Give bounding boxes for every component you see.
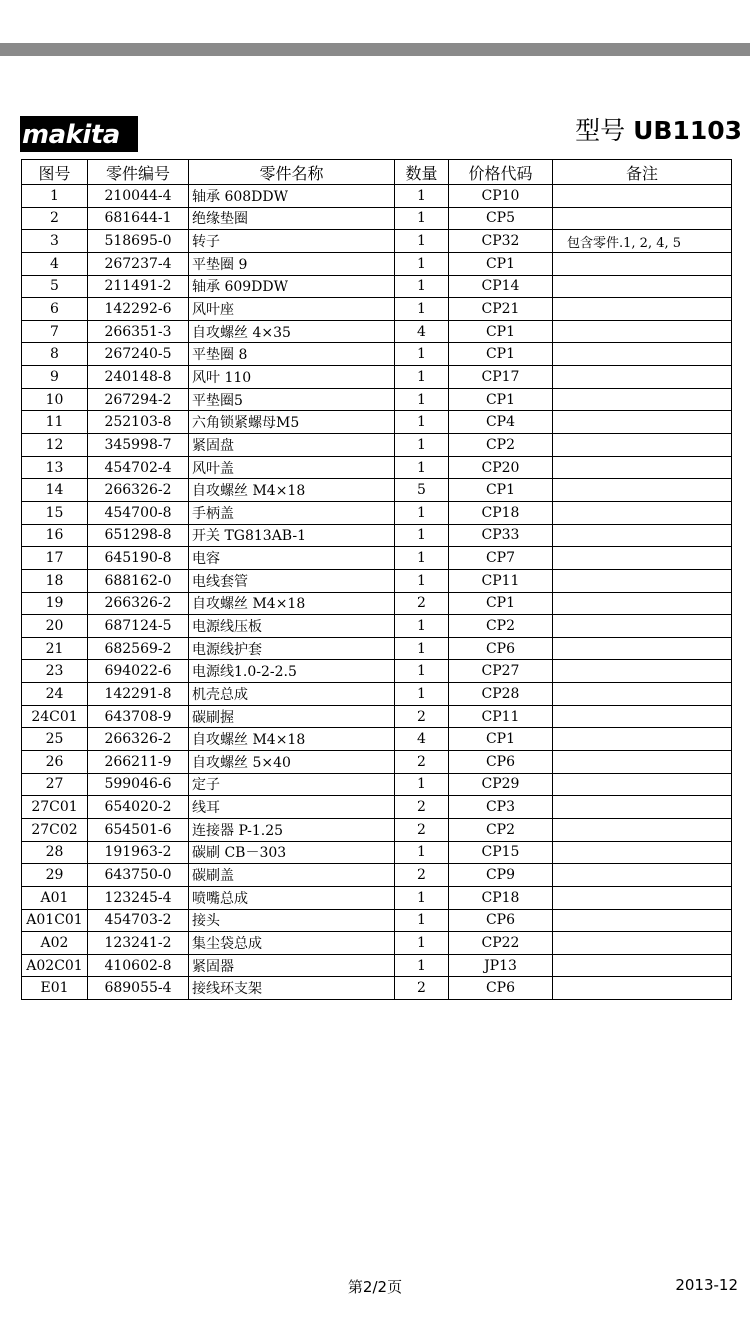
parts-table-body <box>22 185 732 1000</box>
remarks-cell <box>553 909 732 932</box>
remarks-cell <box>553 252 732 275</box>
table-row <box>22 818 732 841</box>
col-header-qty: 数量 <box>395 160 449 185</box>
table-row <box>22 637 732 660</box>
part-name-cell: 碳刷盖 <box>189 864 395 887</box>
part-no-cell: 267294-2 <box>88 388 189 411</box>
part-no-cell: 142292-6 <box>88 298 189 321</box>
fig-no-cell: 24C01 <box>22 705 88 728</box>
remarks-cell <box>553 343 732 366</box>
table-row <box>22 366 732 389</box>
qty-cell: 1 <box>395 411 449 434</box>
part-name-cell: 风叶座 <box>189 298 395 321</box>
part-name-cell: 平垫圈 8 <box>189 343 395 366</box>
model-number: UB1103 <box>633 116 742 145</box>
table-row <box>22 388 732 411</box>
remarks-cell <box>553 434 732 457</box>
price-code-cell: CP29 <box>449 773 553 796</box>
remarks-cell <box>553 411 732 434</box>
qty-cell: 1 <box>395 683 449 706</box>
part-name-cell: 风叶 110 <box>189 366 395 389</box>
qty-cell: 4 <box>395 320 449 343</box>
remarks-cell <box>553 388 732 411</box>
price-code-cell: CP1 <box>449 479 553 502</box>
part-no-cell: 654501-6 <box>88 818 189 841</box>
col-header-price-code: 价格代码 <box>449 160 553 185</box>
fig-no-cell: 24 <box>22 683 88 706</box>
part-name-cell: 自攻螺丝 M4×18 <box>189 479 395 502</box>
table-row <box>22 615 732 638</box>
part-no-cell: 252103-8 <box>88 411 189 434</box>
table-row <box>22 569 732 592</box>
fig-no-cell: 14 <box>22 479 88 502</box>
qty-cell: 1 <box>395 207 449 230</box>
part-no-cell: 681644-1 <box>88 207 189 230</box>
fig-no-cell: 29 <box>22 864 88 887</box>
col-header-part-no: 零件编号 <box>88 160 189 185</box>
remarks-cell <box>553 592 732 615</box>
fig-no-cell: 17 <box>22 547 88 570</box>
remarks-cell <box>553 796 732 819</box>
part-no-cell: 266211-9 <box>88 751 189 774</box>
registered-mark: ® <box>128 115 136 124</box>
part-name-cell: 喷嘴总成 <box>189 886 395 909</box>
table-row <box>22 185 732 208</box>
price-code-cell: CP2 <box>449 434 553 457</box>
price-code-cell: CP2 <box>449 615 553 638</box>
price-code-cell: CP33 <box>449 524 553 547</box>
table-row <box>22 886 732 909</box>
fig-no-cell: A01C01 <box>22 909 88 932</box>
qty-cell: 1 <box>395 366 449 389</box>
part-no-cell: 123241-2 <box>88 932 189 955</box>
part-no-cell: 645190-8 <box>88 547 189 570</box>
part-no-cell: 643750-0 <box>88 864 189 887</box>
remarks-cell <box>553 479 732 502</box>
qty-cell: 1 <box>395 773 449 796</box>
part-no-cell: 266351-3 <box>88 320 189 343</box>
qty-cell: 2 <box>395 751 449 774</box>
table-row <box>22 501 732 524</box>
part-no-cell: 599046-6 <box>88 773 189 796</box>
fig-no-cell: 15 <box>22 501 88 524</box>
qty-cell: 1 <box>395 932 449 955</box>
fig-no-cell: A02C01 <box>22 954 88 977</box>
fig-no-cell: 10 <box>22 388 88 411</box>
qty-cell: 5 <box>395 479 449 502</box>
remarks-cell <box>553 705 732 728</box>
table-row <box>22 275 732 298</box>
price-code-cell: CP6 <box>449 909 553 932</box>
fig-no-cell: 3 <box>22 230 88 253</box>
price-code-cell: CP21 <box>449 298 553 321</box>
table-row <box>22 230 732 253</box>
price-code-cell: CP1 <box>449 728 553 751</box>
table-row <box>22 524 732 547</box>
part-name-cell: 碳刷握 <box>189 705 395 728</box>
part-name-cell: 机壳总成 <box>189 683 395 706</box>
remarks-cell <box>553 660 732 683</box>
remarks-cell <box>553 207 732 230</box>
fig-no-cell: 27C02 <box>22 818 88 841</box>
table-row <box>22 841 732 864</box>
part-no-cell: 266326-2 <box>88 728 189 751</box>
qty-cell: 1 <box>395 660 449 683</box>
part-no-cell: 410602-8 <box>88 954 189 977</box>
page-number: 第2/2页 <box>347 1278 403 1296</box>
part-no-cell: 694022-6 <box>88 660 189 683</box>
part-name-cell: 自攻螺丝 M4×18 <box>189 728 395 751</box>
fig-no-cell: 7 <box>22 320 88 343</box>
price-code-cell: CP20 <box>449 456 553 479</box>
part-no-cell: 654020-2 <box>88 796 189 819</box>
part-name-cell: 自攻螺丝 5×40 <box>189 751 395 774</box>
fig-no-cell: 19 <box>22 592 88 615</box>
part-name-cell: 接头 <box>189 909 395 932</box>
price-code-cell: CP15 <box>449 841 553 864</box>
qty-cell: 1 <box>395 388 449 411</box>
price-code-cell: CP1 <box>449 252 553 275</box>
fig-no-cell: 12 <box>22 434 88 457</box>
part-no-cell: 266326-2 <box>88 592 189 615</box>
table-row <box>22 660 732 683</box>
table-row <box>22 411 732 434</box>
qty-cell: 1 <box>395 230 449 253</box>
model-title <box>575 113 742 149</box>
fig-no-cell: 20 <box>22 615 88 638</box>
part-name-cell: 轴承 609DDW <box>189 275 395 298</box>
price-code-cell: CP11 <box>449 569 553 592</box>
qty-cell: 1 <box>395 434 449 457</box>
fig-no-cell: 27C01 <box>22 796 88 819</box>
part-name-cell: 紧固器 <box>189 954 395 977</box>
part-name-cell: 六角锁紧螺母M5 <box>189 411 395 434</box>
remarks-cell <box>553 773 732 796</box>
fig-no-cell: A01 <box>22 886 88 909</box>
table-row <box>22 683 732 706</box>
remarks-cell <box>553 185 732 208</box>
col-header-remarks: 备注 <box>553 160 732 185</box>
part-name-cell: 接线环支架 <box>189 977 395 1000</box>
table-row <box>22 909 732 932</box>
table-row <box>22 434 732 457</box>
part-name-cell: 平垫圈 9 <box>189 252 395 275</box>
fig-no-cell: 21 <box>22 637 88 660</box>
fig-no-cell: 5 <box>22 275 88 298</box>
part-name-cell: 开关 TG813AB-1 <box>189 524 395 547</box>
table-row <box>22 343 732 366</box>
qty-cell: 2 <box>395 864 449 887</box>
fig-no-cell: 6 <box>22 298 88 321</box>
parts-table <box>21 159 732 1000</box>
price-code-cell: CP32 <box>449 230 553 253</box>
fig-no-cell: E01 <box>22 977 88 1000</box>
part-no-cell: 240148-8 <box>88 366 189 389</box>
table-row <box>22 773 732 796</box>
price-code-cell: CP1 <box>449 592 553 615</box>
remarks-cell <box>553 683 732 706</box>
remarks-cell <box>553 275 732 298</box>
table-row <box>22 320 732 343</box>
part-no-cell: 454703-2 <box>88 909 189 932</box>
fig-no-cell: 11 <box>22 411 88 434</box>
fig-no-cell: 26 <box>22 751 88 774</box>
qty-cell: 1 <box>395 524 449 547</box>
fig-no-cell: 23 <box>22 660 88 683</box>
price-code-cell: CP11 <box>449 705 553 728</box>
part-name-cell: 平垫圈5 <box>189 388 395 411</box>
fig-no-cell: 1 <box>22 185 88 208</box>
part-name-cell: 风叶盖 <box>189 456 395 479</box>
fig-no-cell: 25 <box>22 728 88 751</box>
qty-cell: 1 <box>395 954 449 977</box>
part-name-cell: 电容 <box>189 547 395 570</box>
qty-cell: 1 <box>395 252 449 275</box>
part-no-cell: 142291-8 <box>88 683 189 706</box>
price-code-cell: CP4 <box>449 411 553 434</box>
table-row <box>22 796 732 819</box>
table-row <box>22 954 732 977</box>
part-name-cell: 定子 <box>189 773 395 796</box>
part-name-cell: 电源线1.0-2-2.5 <box>189 660 395 683</box>
qty-cell: 1 <box>395 185 449 208</box>
model-label: 型号 <box>575 116 626 145</box>
remarks-cell <box>553 569 732 592</box>
remarks-cell <box>553 751 732 774</box>
price-code-cell: CP6 <box>449 637 553 660</box>
table-row <box>22 592 732 615</box>
price-code-cell: CP1 <box>449 388 553 411</box>
price-code-cell: CP18 <box>449 501 553 524</box>
table-row <box>22 298 732 321</box>
part-no-cell: 454702-4 <box>88 456 189 479</box>
remarks-cell <box>553 818 732 841</box>
remarks-cell <box>553 524 732 547</box>
price-code-cell: CP7 <box>449 547 553 570</box>
part-name-cell: 电源线护套 <box>189 637 395 660</box>
qty-cell: 1 <box>395 456 449 479</box>
part-name-cell: 轴承 608DDW <box>189 185 395 208</box>
part-no-cell: 688162-0 <box>88 569 189 592</box>
qty-cell: 1 <box>395 615 449 638</box>
price-code-cell: JP13 <box>449 954 553 977</box>
qty-cell: 1 <box>395 909 449 932</box>
remarks-cell <box>553 728 732 751</box>
table-row <box>22 864 732 887</box>
part-no-cell: 682569-2 <box>88 637 189 660</box>
remarks-cell <box>553 366 732 389</box>
part-name-cell: 自攻螺丝 4×35 <box>189 320 395 343</box>
table-row <box>22 977 732 1000</box>
qty-cell: 2 <box>395 977 449 1000</box>
price-code-cell: CP6 <box>449 751 553 774</box>
remarks-cell <box>553 298 732 321</box>
remarks-cell <box>553 954 732 977</box>
price-code-cell: CP22 <box>449 932 553 955</box>
qty-cell: 2 <box>395 818 449 841</box>
price-code-cell: CP5 <box>449 207 553 230</box>
part-no-cell: 123245-4 <box>88 886 189 909</box>
price-code-cell: CP1 <box>449 343 553 366</box>
table-row <box>22 547 732 570</box>
part-name-cell: 手柄盖 <box>189 501 395 524</box>
remarks-cell <box>553 637 732 660</box>
part-name-cell: 电线套管 <box>189 569 395 592</box>
remarks-cell <box>553 886 732 909</box>
remarks-cell <box>553 841 732 864</box>
qty-cell: 1 <box>395 298 449 321</box>
col-header-part-name: 零件名称 <box>189 160 395 185</box>
part-no-cell: 345998-7 <box>88 434 189 457</box>
fig-no-cell: A02 <box>22 932 88 955</box>
remarks-cell <box>553 320 732 343</box>
part-name-cell: 转子 <box>189 230 395 253</box>
part-no-cell: 687124-5 <box>88 615 189 638</box>
qty-cell: 2 <box>395 705 449 728</box>
part-no-cell: 191963-2 <box>88 841 189 864</box>
part-name-cell: 线耳 <box>189 796 395 819</box>
part-no-cell: 267237-4 <box>88 252 189 275</box>
part-name-cell: 连接器 P-1.25 <box>189 818 395 841</box>
table-row <box>22 932 732 955</box>
table-row <box>22 728 732 751</box>
qty-cell: 1 <box>395 841 449 864</box>
table-row <box>22 479 732 502</box>
price-code-cell: CP27 <box>449 660 553 683</box>
col-header-fig-no: 图号 <box>22 160 88 185</box>
fig-no-cell: 18 <box>22 569 88 592</box>
table-row <box>22 705 732 728</box>
document-date: 2013-12 <box>675 1276 738 1294</box>
part-no-cell: 651298-8 <box>88 524 189 547</box>
price-code-cell: CP17 <box>449 366 553 389</box>
table-row <box>22 751 732 774</box>
table-header-row <box>22 160 732 185</box>
remarks-cell <box>553 456 732 479</box>
part-name-cell: 集尘袋总成 <box>189 932 395 955</box>
remarks-cell <box>553 615 732 638</box>
fig-no-cell: 4 <box>22 252 88 275</box>
logo-text: makita <box>22 120 120 150</box>
part-name-cell: 电源线压板 <box>189 615 395 638</box>
part-no-cell: 211491-2 <box>88 275 189 298</box>
fig-no-cell: 8 <box>22 343 88 366</box>
qty-cell: 1 <box>395 275 449 298</box>
fig-no-cell: 16 <box>22 524 88 547</box>
price-code-cell: CP18 <box>449 886 553 909</box>
qty-cell: 4 <box>395 728 449 751</box>
fig-no-cell: 27 <box>22 773 88 796</box>
remarks-cell <box>553 864 732 887</box>
price-code-cell: CP6 <box>449 977 553 1000</box>
qty-cell: 2 <box>395 796 449 819</box>
remarks-cell <box>553 977 732 1000</box>
fig-no-cell: 28 <box>22 841 88 864</box>
price-code-cell: CP3 <box>449 796 553 819</box>
table-row <box>22 456 732 479</box>
fig-no-cell: 9 <box>22 366 88 389</box>
remarks-cell <box>553 547 732 570</box>
part-no-cell: 266326-2 <box>88 479 189 502</box>
qty-cell: 1 <box>395 343 449 366</box>
price-code-cell: CP1 <box>449 320 553 343</box>
part-no-cell: 689055-4 <box>88 977 189 1000</box>
part-no-cell: 454700-8 <box>88 501 189 524</box>
remarks-cell <box>553 932 732 955</box>
remarks-cell <box>553 501 732 524</box>
remarks-cell: 包含零件.1, 2, 4, 5 <box>553 230 732 253</box>
price-code-cell: CP10 <box>449 185 553 208</box>
qty-cell: 1 <box>395 569 449 592</box>
price-code-cell: CP28 <box>449 683 553 706</box>
qty-cell: 1 <box>395 501 449 524</box>
part-no-cell: 518695-0 <box>88 230 189 253</box>
price-code-cell: CP14 <box>449 275 553 298</box>
price-code-cell: CP2 <box>449 818 553 841</box>
qty-cell: 1 <box>395 637 449 660</box>
table-row <box>22 252 732 275</box>
part-name-cell: 绝缘垫圈 <box>189 207 395 230</box>
part-name-cell: 自攻螺丝 M4×18 <box>189 592 395 615</box>
qty-cell: 2 <box>395 592 449 615</box>
part-no-cell: 210044-4 <box>88 185 189 208</box>
part-name-cell: 碳刷 CB－303 <box>189 841 395 864</box>
fig-no-cell: 13 <box>22 456 88 479</box>
makita-logo <box>20 116 138 152</box>
part-no-cell: 643708-9 <box>88 705 189 728</box>
part-no-cell: 267240-5 <box>88 343 189 366</box>
qty-cell: 1 <box>395 547 449 570</box>
top-bar <box>0 43 750 56</box>
price-code-cell: CP9 <box>449 864 553 887</box>
qty-cell: 1 <box>395 886 449 909</box>
table-row <box>22 207 732 230</box>
fig-no-cell: 2 <box>22 207 88 230</box>
part-name-cell: 紧固盘 <box>189 434 395 457</box>
